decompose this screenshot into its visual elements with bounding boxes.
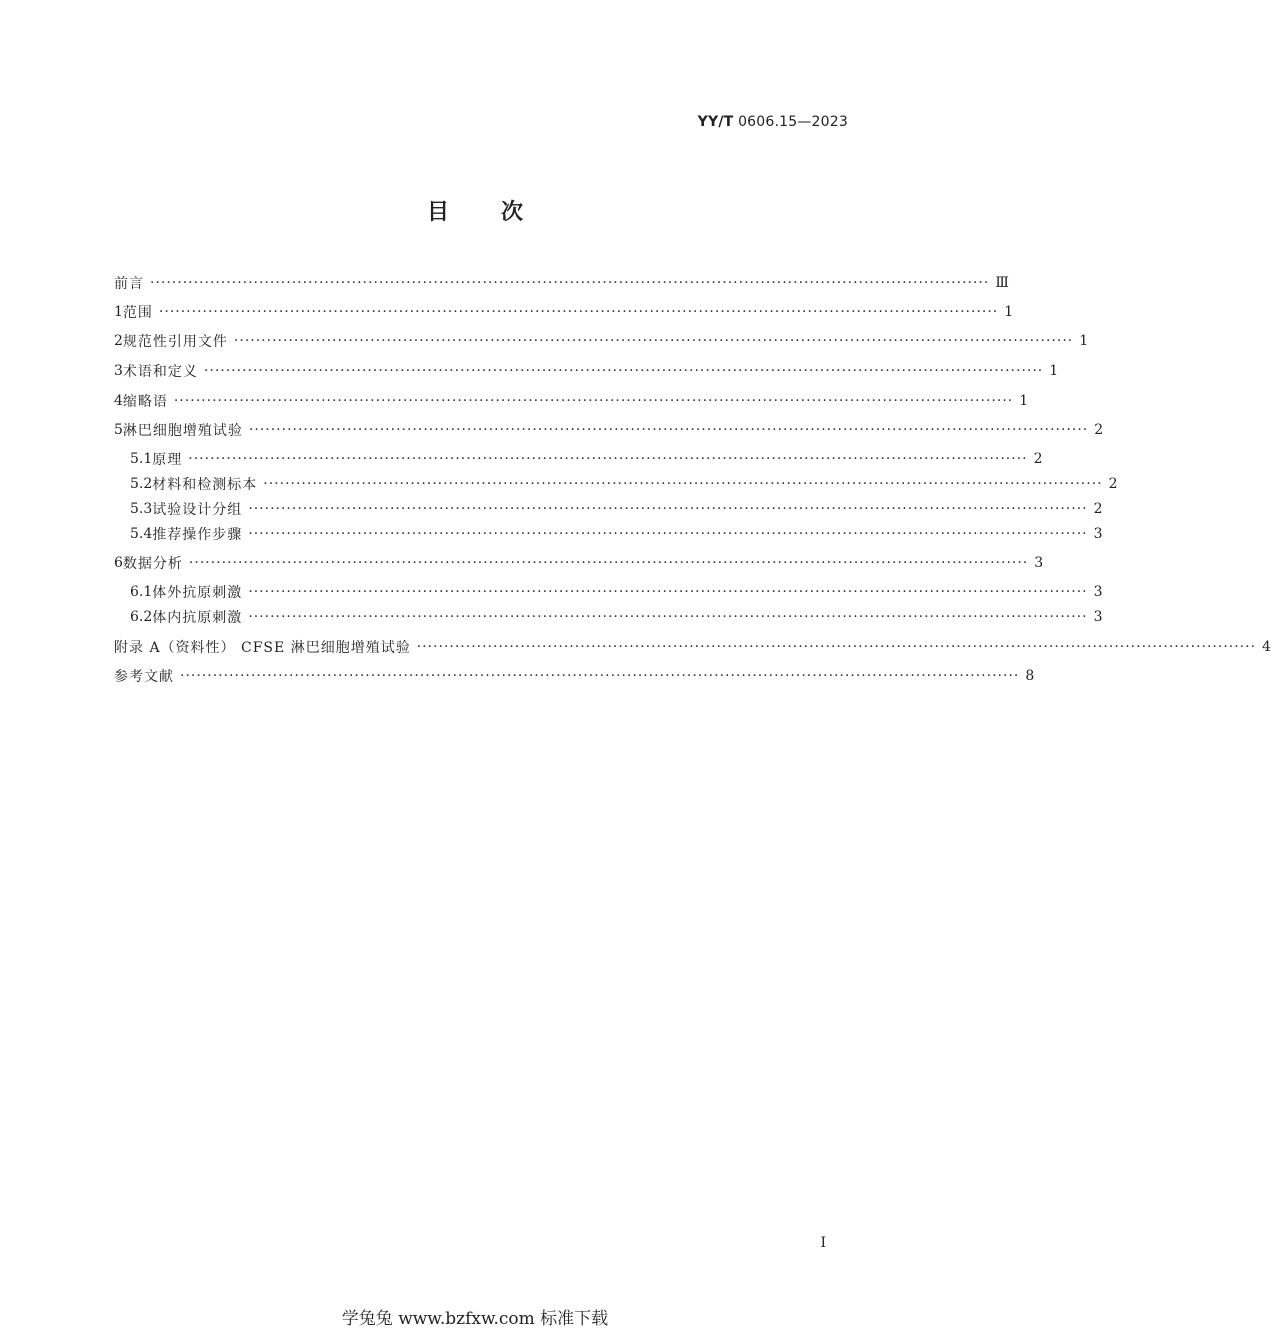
toc-page: 2 — [1033, 451, 1043, 467]
toc-label: 前言 — [114, 276, 144, 292]
toc-leader: ·························································································································································· — [150, 275, 990, 291]
toc-leader: ·························································································································································· — [248, 501, 1088, 517]
toc-number: 6.1 — [130, 584, 153, 600]
toc-leader: ·························································································································································· — [248, 584, 1088, 600]
toc-page: 2 — [1094, 422, 1104, 438]
toc-entry-5[interactable] — [114, 419, 1104, 441]
toc-page: Ⅲ — [995, 275, 1009, 291]
toc-leader: ·························································································································································· — [203, 363, 1044, 379]
toc-page: 2 — [1108, 476, 1118, 492]
toc-page: 3 — [1093, 584, 1103, 600]
toc-page: 1 — [1049, 363, 1059, 379]
toc-entry-bibliography[interactable] — [114, 665, 1035, 687]
toc-entry-6[interactable] — [114, 552, 1044, 574]
toc-label: 规范性引用文件 — [122, 334, 228, 350]
toc-number: 6.2 — [130, 609, 153, 625]
toc-number: 3 — [114, 363, 123, 379]
toc-label: 试验设计分组 — [152, 502, 243, 518]
toc-page: 1 — [1019, 393, 1029, 409]
toc-entry-2[interactable] — [114, 330, 1089, 352]
toc-leader: ·························································································································································· — [188, 555, 1029, 571]
toc-label: 范围 — [122, 305, 153, 321]
toc-leader: ·························································································································································· — [248, 422, 1089, 438]
toc-entry-3[interactable] — [114, 360, 1059, 382]
toc-leader: ·························································································································································· — [248, 609, 1088, 625]
toc-number: 5.2 — [130, 476, 153, 492]
toc-label: 参考文献 — [114, 669, 174, 685]
toc-label: 缩略语 — [122, 394, 168, 410]
toc-page: 2 — [1093, 501, 1103, 517]
toc-page: 3 — [1093, 609, 1103, 625]
toc-entry-4[interactable] — [114, 390, 1029, 412]
toc-leader: ·························································································································································· — [233, 333, 1074, 349]
footer-watermark: 学兔兔 www.bzfxw.com 标准下载 — [341, 1309, 609, 1329]
toc-leader: ·························································································································································· — [188, 451, 1028, 467]
toc-number: 5.3 — [130, 501, 153, 517]
toc-page: 1 — [1079, 333, 1089, 349]
toc-number: 6 — [114, 555, 123, 571]
toc-leader: ·························································································································································· — [416, 639, 1257, 655]
toc-leader: ·························································································································································· — [180, 668, 1020, 684]
toc-label: 原理 — [152, 452, 183, 468]
title-char-1: 目 — [426, 200, 449, 225]
standard-number — [698, 114, 848, 130]
standard-code: 0606.15—2023 — [738, 114, 848, 130]
toc-entry-foreword[interactable] — [114, 272, 1009, 294]
toc-number: 2 — [114, 333, 123, 349]
toc-entry-5-4[interactable] — [130, 523, 1103, 545]
toc-entry-1[interactable] — [114, 301, 1014, 323]
toc-label: 体外抗原刺激 — [152, 585, 243, 601]
toc-number: 1 — [114, 304, 123, 320]
toc-entry-annex-a[interactable] — [114, 636, 1271, 658]
toc-label: 数据分析 — [122, 556, 183, 572]
toc-leader: ·························································································································································· — [248, 526, 1088, 542]
toc-leader: ·························································································································································· — [158, 304, 999, 320]
toc-number: 5.1 — [130, 451, 153, 467]
toc-label: 附录 A（资料性） CFSE 淋巴细胞增殖试验 — [114, 640, 411, 656]
page-number: I — [820, 1235, 826, 1251]
toc-leader: ·························································································································································· — [173, 393, 1014, 409]
page-title — [0, 195, 950, 226]
toc-label: 材料和检测标本 — [152, 477, 258, 493]
toc-entry-5-3[interactable] — [130, 498, 1103, 520]
toc-label: 推荐操作步骤 — [152, 527, 243, 543]
toc-label: 淋巴细胞增殖试验 — [122, 423, 243, 439]
toc-entry-6-2[interactable] — [130, 606, 1103, 628]
toc-entry-5-2[interactable] — [130, 473, 1118, 495]
toc-label: 体内抗原刺激 — [152, 610, 243, 626]
toc-entry-6-1[interactable] — [130, 581, 1103, 603]
toc-entry-5-1[interactable] — [130, 448, 1043, 470]
standard-prefix: YY/T — [697, 114, 734, 130]
toc-number: 5 — [114, 422, 123, 438]
toc-number: 4 — [114, 393, 123, 409]
toc-page: 4 — [1262, 639, 1271, 655]
toc-page: 3 — [1093, 526, 1103, 542]
toc-page: 8 — [1025, 668, 1035, 684]
toc-leader: ·························································································································································· — [263, 476, 1103, 492]
toc-page: 1 — [1004, 304, 1014, 320]
toc-page: 3 — [1034, 555, 1044, 571]
title-char-2: 次 — [501, 200, 524, 225]
toc-number: 5.4 — [130, 526, 153, 542]
toc-label: 术语和定义 — [122, 364, 198, 380]
